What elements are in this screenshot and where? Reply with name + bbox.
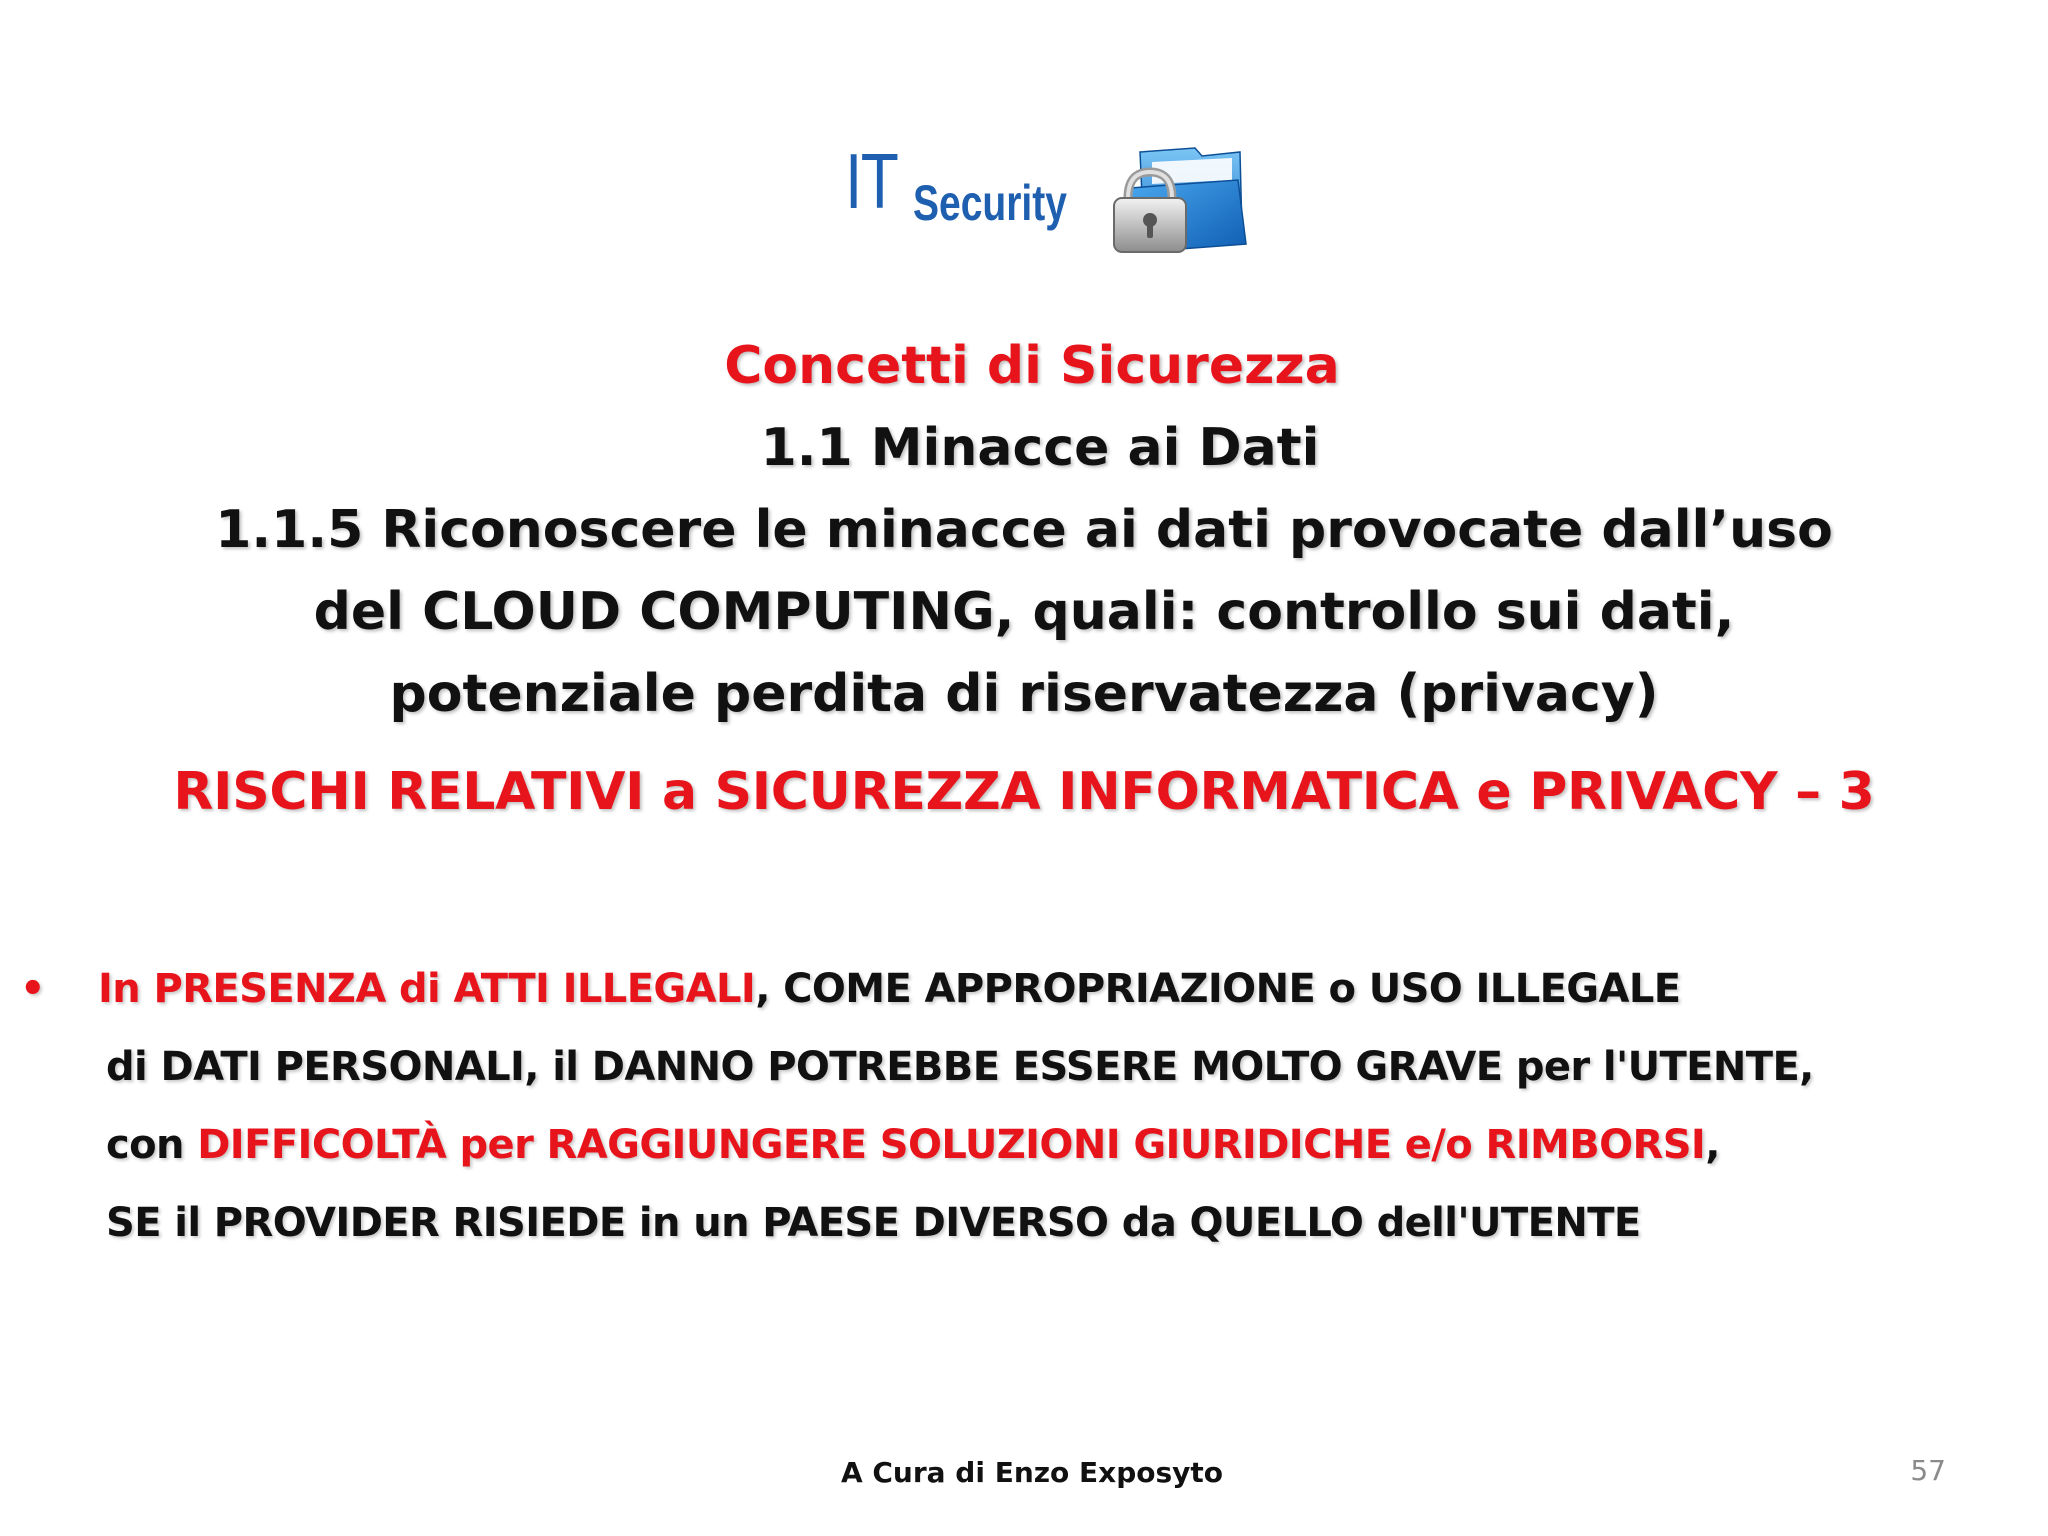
- bullet-marker: •: [20, 966, 46, 1012]
- bullet-highlight-difficulty: DIFFICOLTÀ per RAGGIUNGERE SOLUZIONI GIURIDICHE e/o RIMBORSI: [197, 1122, 1706, 1168]
- bullet-line-1-text: , COME APPROPRIAZIONE o USO ILLEGALE: [755, 966, 1681, 1012]
- risk-heading: RISCHI RELATIVI a SICUREZZA INFORMATICA e PRIVACY – 3: [173, 762, 1875, 822]
- bullet-line-1: [98, 950, 1681, 1028]
- bullet-line-3: [106, 1106, 1720, 1184]
- logo-it-text: IT: [845, 137, 898, 225]
- bullet-line-3-prefix: con: [106, 1122, 198, 1168]
- subsection-title: 1.1 Minacce ai Dati: [760, 418, 1320, 478]
- page-number: 57: [1910, 1454, 1946, 1487]
- it-security-logo: [845, 137, 1245, 260]
- topic-title-line-1: 1.1.5 Riconoscere le minacce ai dati provocate dall’uso: [215, 500, 1833, 560]
- bullet-line-2: di DATI PERSONALI, il DANNO POTREBBE ESSERE MOLTO GRAVE per l'UTENTE,: [106, 1044, 1814, 1090]
- bullet-highlight-illegal-acts: In PRESENZA di ATTI ILLEGALI: [98, 966, 756, 1012]
- topic-title-line-3: potenziale perdita di riservatezza (privacy): [389, 664, 1659, 724]
- topic-title-line-2: del CLOUD COMPUTING, quali: controllo sui dati,: [313, 582, 1735, 642]
- logo-security-text: Security: [913, 175, 1067, 231]
- bullet-line-3-suffix: ,: [1705, 1122, 1720, 1168]
- section-title: Concetti di Sicurezza: [724, 336, 1340, 396]
- footer-author: A Cura di Enzo Exposyto: [840, 1456, 1224, 1489]
- bullet-line-4: SE il PROVIDER RISIEDE in un PAESE DIVERSO da QUELLO dell'UTENTE: [106, 1200, 1641, 1246]
- folder-lock-icon: [1100, 140, 1250, 260]
